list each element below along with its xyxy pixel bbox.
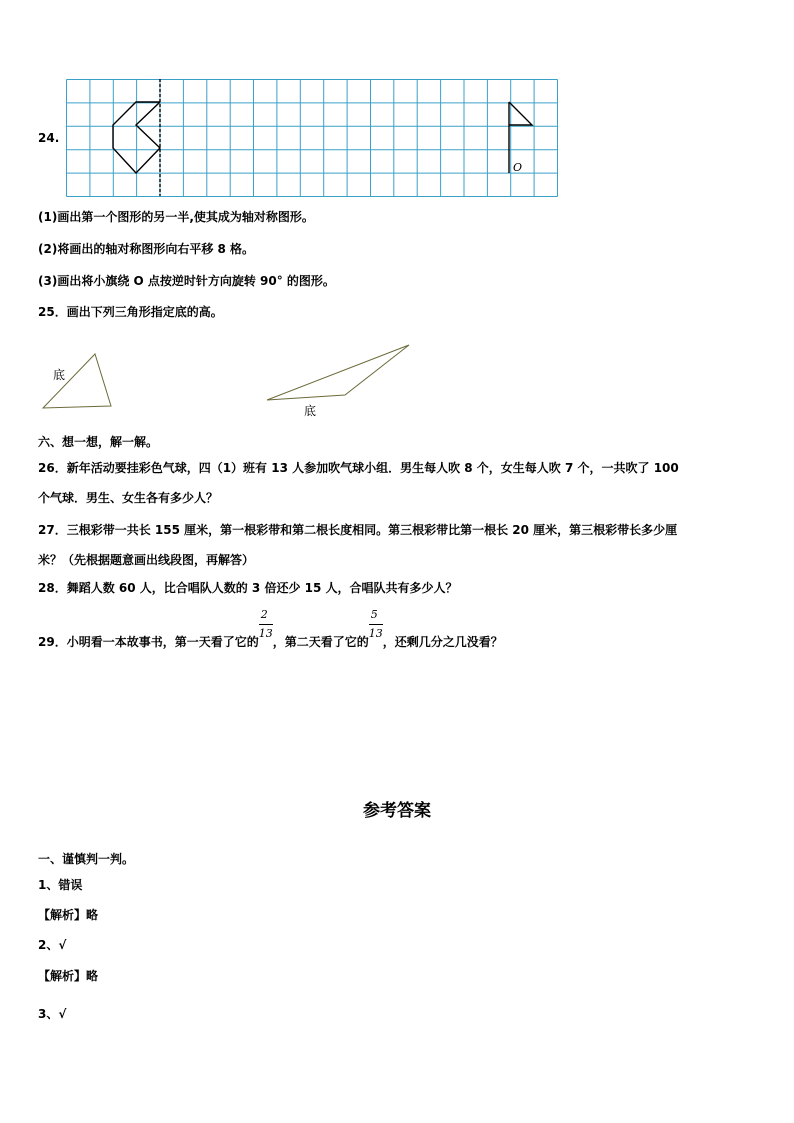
- answer-2: 2、√: [38, 938, 67, 952]
- triangle-1-base-label: 底: [53, 368, 66, 382]
- fraction-2-bar: [369, 624, 383, 625]
- analysis-1: 【解析】略: [38, 908, 99, 922]
- answer-3: 3、√: [38, 1007, 67, 1021]
- flag: [509, 102, 532, 125]
- answer-1: 1、错误: [38, 878, 83, 892]
- question-29: [38, 608, 503, 650]
- grid-figure: [66, 79, 558, 197]
- fraction-2-13: [258, 608, 273, 646]
- question-28-text: 28．舞蹈人数 60 人，比合唱队人数的 3 倍还少 15 人，合唱队共有多少人？: [38, 581, 458, 595]
- fraction-2-denominator: 13: [368, 627, 383, 640]
- triangles-figure: [30, 338, 430, 423]
- answers-title: 参考答案: [363, 801, 431, 821]
- question-27-line-2: 米？（先根据题意画出线段图，再解答）: [38, 553, 255, 567]
- fraction-1-numerator: 2: [260, 608, 268, 621]
- answers-section-1-heading: 一、谨慎判一判。: [38, 852, 135, 866]
- question-29-part-2: ，第二天看了它的: [272, 635, 369, 649]
- question-24-number: 24.: [38, 131, 60, 145]
- analysis-2: 【解析】略: [38, 969, 99, 983]
- question-26-line-1: 26．新年活动要挂彩色气球，四（1）班有 13 人参加吹气球小组．男生每人吹 8 个，女生每人吹 7 个，一共吹了 100: [38, 461, 679, 475]
- question-29-part-3: ，还剩几分之几没看？: [382, 635, 503, 649]
- triangle-2-base-label: 底: [304, 404, 317, 418]
- question-26-line-2: 个气球．男生、女生各有多少人？: [38, 491, 219, 505]
- question-24-part-3: (3)画出将小旗绕 O 点按逆时针方向旋转 90° 的图形。: [38, 274, 335, 288]
- question-24-part-1: (1)画出第一个图形的另一半,使其成为轴对称图形。: [38, 210, 314, 224]
- question-25-text: 25．画出下列三角形指定底的高。: [38, 305, 223, 319]
- fraction-5-13: [368, 608, 383, 646]
- fraction-1-denominator: 13: [258, 627, 273, 640]
- section-6-heading: 六、想一想，解一解。: [38, 435, 159, 449]
- question-24-part-2: (2)将画出的轴对称图形向右平移 8 格。: [38, 242, 255, 256]
- question-27-line-1: 27．三根彩带一共长 155 厘米，第一根彩带和第二根长度相同。第三根彩带比第一根长 20 厘米，第三根彩带长多少厘: [38, 523, 678, 537]
- fraction-2-numerator: 5: [370, 608, 378, 621]
- question-29-part-1: 29．小明看一本故事书，第一天看了它的: [38, 635, 259, 649]
- fraction-1-bar: [259, 624, 273, 625]
- triangle-2: [267, 345, 409, 400]
- flag-point-label: O: [513, 161, 523, 174]
